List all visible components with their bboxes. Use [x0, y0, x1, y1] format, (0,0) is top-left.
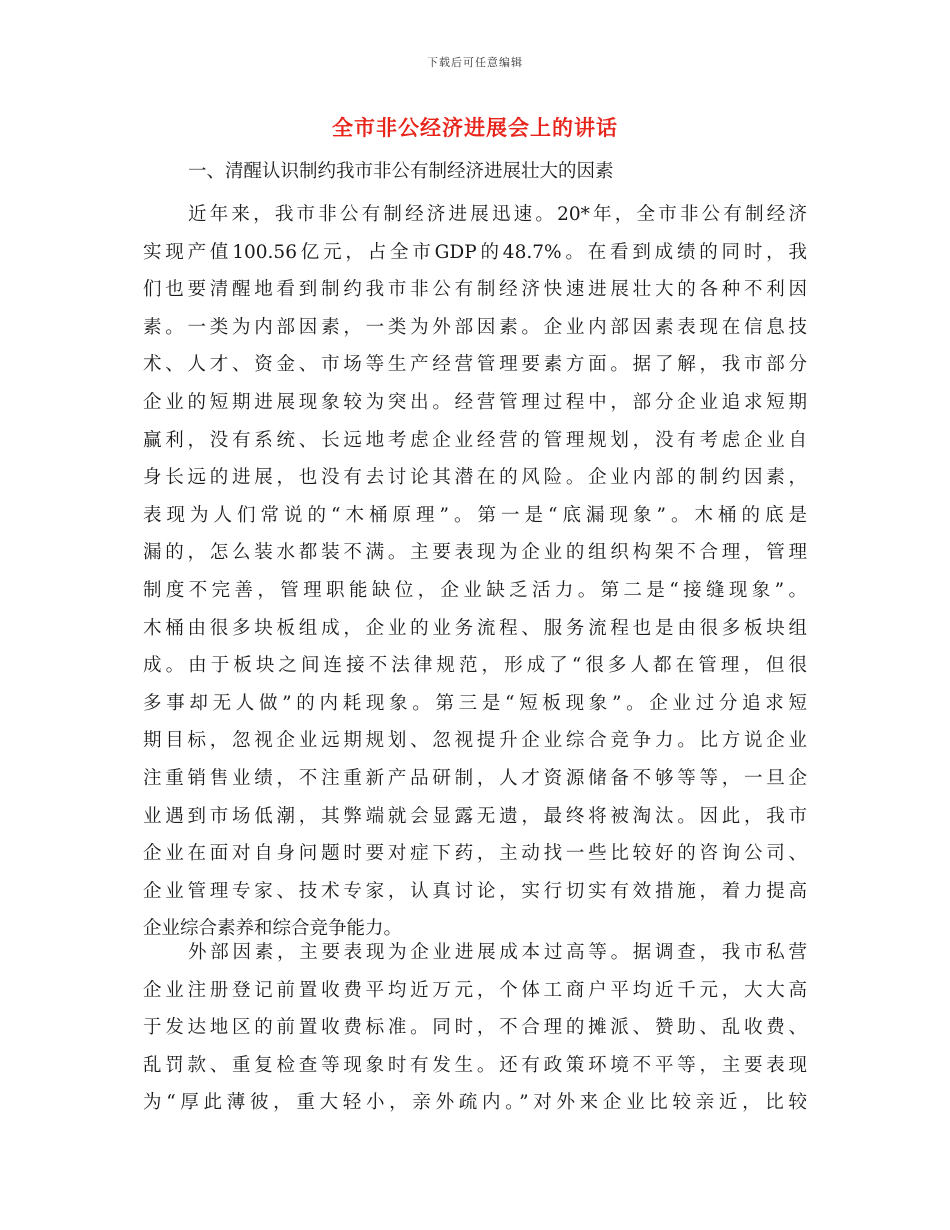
paragraph-line: 企业注册登记前置收费平均近万元，个体工商户平均近千元，大大高 [143, 979, 807, 1001]
page-header-note: 下载后可任意编辑 [427, 56, 523, 69]
paragraph-line: 企业管理专家、技术专家，认真讨论，实行切实有效措施，着力提高 [143, 880, 807, 902]
paragraph-line: 实现产值100.56亿元，占全市GDP的48.7%。在看到成绩的同时，我 [143, 241, 807, 263]
paragraph-line: 术、人才、资金、市场等生产经营管理要素方面。据了解，我市部分 [143, 354, 807, 376]
paragraph-line: 期目标，忽视企业远期规划、忽视提升企业综合竞争力。比方说企业 [143, 730, 807, 752]
paragraph-line: 注重销售业绩，不注重新产品研制，人才资源储备不够等等，一旦企 [143, 767, 807, 789]
paragraph-line: 于发达地区的前置收费标准。同时，不合理的摊派、赞助、乱收费、 [143, 1017, 807, 1039]
paragraph-line: 企业的短期进展现象较为突出。经营管理过程中，部分企业追求短期 [143, 391, 807, 413]
paragraph-line: 多事却无人做”的内耗现象。第三是“短板现象”。企业过分追求短 [143, 692, 807, 714]
paragraph-line: 外部因素，主要表现为企业进展成本过高等。据调查，我市私营 [188, 942, 807, 963]
section-heading: 一、清醒认识制约我市非公有制经济进展壮大的因素 [188, 161, 614, 182]
paragraph-2 [143, 934, 807, 1122]
paragraph-line: 赢利，没有系统、长远地考虑企业经营的管理规划，没有考虑企业自 [143, 429, 807, 451]
paragraph-line: 木桶由很多块板组成，企业的业务流程、服务流程也是由很多板块组 [143, 617, 807, 639]
paragraph-line: 乱罚款、重复检查等现象时有发生。还有政策环境不平等，主要表现 [143, 1054, 807, 1076]
paragraph-line: 成。由于板块之间连接不法律规范，形成了“很多人都在管理，但很 [143, 655, 807, 677]
paragraph-1 [143, 196, 807, 948]
paragraph-line: 制度不完善，管理职能缺位，企业缺乏活力。第二是“接缝现象”。 [143, 579, 807, 601]
paragraph-line: 为“厚此薄彼，重大轻小，亲外疏内。”对外来企业比较亲近，比较 [143, 1092, 807, 1114]
paragraph-line: 企业综合素养和综合竞争能力。 [143, 918, 403, 940]
document-title: 全市非公经济进展会上的讲话 [332, 115, 618, 140]
paragraph-line: 表现为人们常说的“木桶原理”。第一是“底漏现象”。木桶的底是 [143, 504, 807, 526]
paragraph-line: 近年来，我市非公有制经济进展迅速。20*年，全市非公有制经济 [188, 204, 807, 225]
paragraph-line: 身长远的进展，也没有去讨论其潜在的风险。企业内部的制约因素， [143, 467, 807, 489]
paragraph-line: 漏的，怎么装水都装不满。主要表现为企业的组织构架不合理，管理 [143, 542, 807, 564]
paragraph-line: 素。一类为内部因素，一类为外部因素。企业内部因素表现在信息技 [143, 316, 807, 338]
paragraph-line: 业遇到市场低潮，其弊端就会显露无遗，最终将被淘汰。因此，我市 [143, 805, 807, 827]
paragraph-line: 企业在面对自身问题时要对症下药，主动找一些比较好的咨询公司、 [143, 843, 807, 865]
paragraph-line: 们也要清醒地看到制约我市非公有制经济快速进展壮大的各种不利因 [143, 279, 807, 301]
